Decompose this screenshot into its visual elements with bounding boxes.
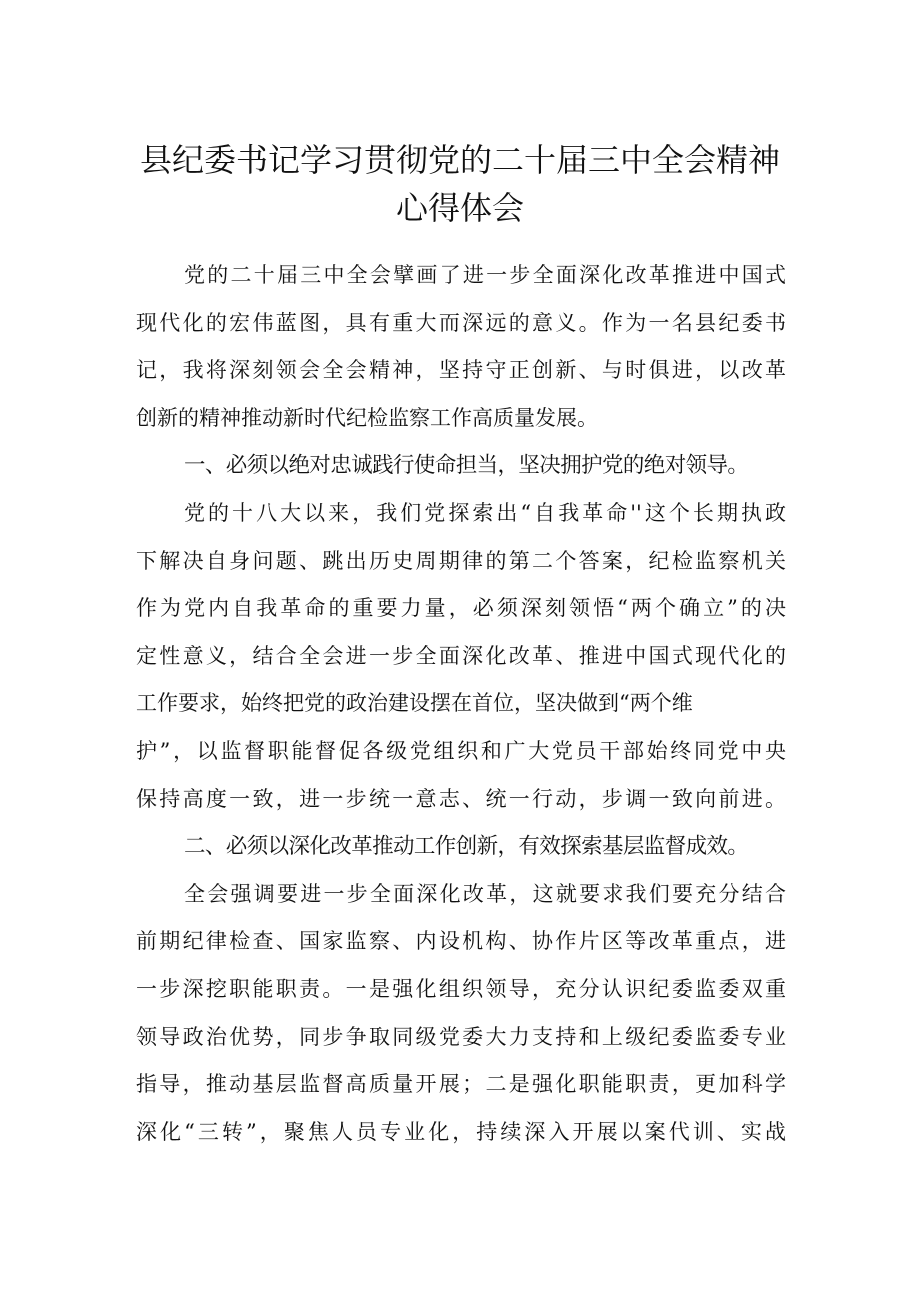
paragraph-3-line-5: 指导，推动基层监督高质量开展；二是强化职能职责，更加科学 (136, 1072, 786, 1097)
paragraph-3-line-6: 深化“三转”，聚焦人员专业化，持续深入开展以案代训、实战 (136, 1119, 786, 1144)
document-title (0, 136, 920, 232)
paragraph-2-line-6: 护”，以监督职能督促各级党组织和广大党员干部始终同党中央 (136, 738, 786, 763)
paragraph-2-line-3: 作为党内自我革命的重要力量，必须深刻领悟“两个确立”的决 (136, 596, 786, 621)
title-line-1: 县纪委书记学习贯彻党的二十届三中全会精神 (139, 141, 780, 179)
paragraph-1-line-2: 现代化的宏伟蓝图，具有重大而深远的意义。作为一名县纪委书 (136, 310, 786, 335)
paragraph-1-line-1: 党的二十届三中全会擘画了进一步全面深化改革推进中国式 (184, 263, 786, 287)
section-heading-1: 一、必须以绝对忠诚践行使命担当，坚决拥护党的绝对领导。 (184, 453, 749, 479)
paragraph-2-line-4: 定性意义，结合全会进一步全面深化改革、推进中国式现代化的 (136, 643, 786, 668)
paragraph-2-line-1: 党的十八大以来，我们党探索出“自我革命''这个长期执政 (184, 500, 786, 525)
title-line-2: 心得体会 (395, 189, 524, 227)
paragraph-3-line-2: 前期纪律检查、国家监察、内设机构、协作片区等改革重点，进 (136, 929, 786, 954)
document-body (136, 252, 786, 1156)
paragraph-3-line-3: 一步深挖职能职责。一是强化组织领导，充分认识纪委监委双重 (136, 976, 786, 1001)
paragraph-3-line-1: 全会强调要进一步全面深化改革，这就要求我们要充分结合 (184, 881, 786, 906)
paragraph-2-line-5: 工作要求，始终把党的政治建设摆在首位，坚决做到“两个维 (136, 691, 693, 716)
paragraph-1-line-3: 记，我将深刻领会全会精神，坚持守正创新、与时俱进，以改革 (136, 358, 786, 383)
section-heading-2: 二、必须以深化改革推动工作创新，有效探索基层监督成效。 (184, 834, 749, 860)
paragraph-2-line-2: 下解决自身问题、跳出历史周期律的第二个答案，纪检监察机关 (136, 548, 786, 573)
paragraph-1-line-4: 创新的精神推动新时代纪检监察工作高质量发展。 (136, 405, 598, 430)
paragraph-2-line-7: 保持高度一致，进一步统一意志、统一行动，步调一致向前进。 (136, 786, 786, 811)
paragraph-3-line-4: 领导政治优势，同步争取同级党委大力支持和上级纪委监委专业 (136, 1024, 786, 1049)
